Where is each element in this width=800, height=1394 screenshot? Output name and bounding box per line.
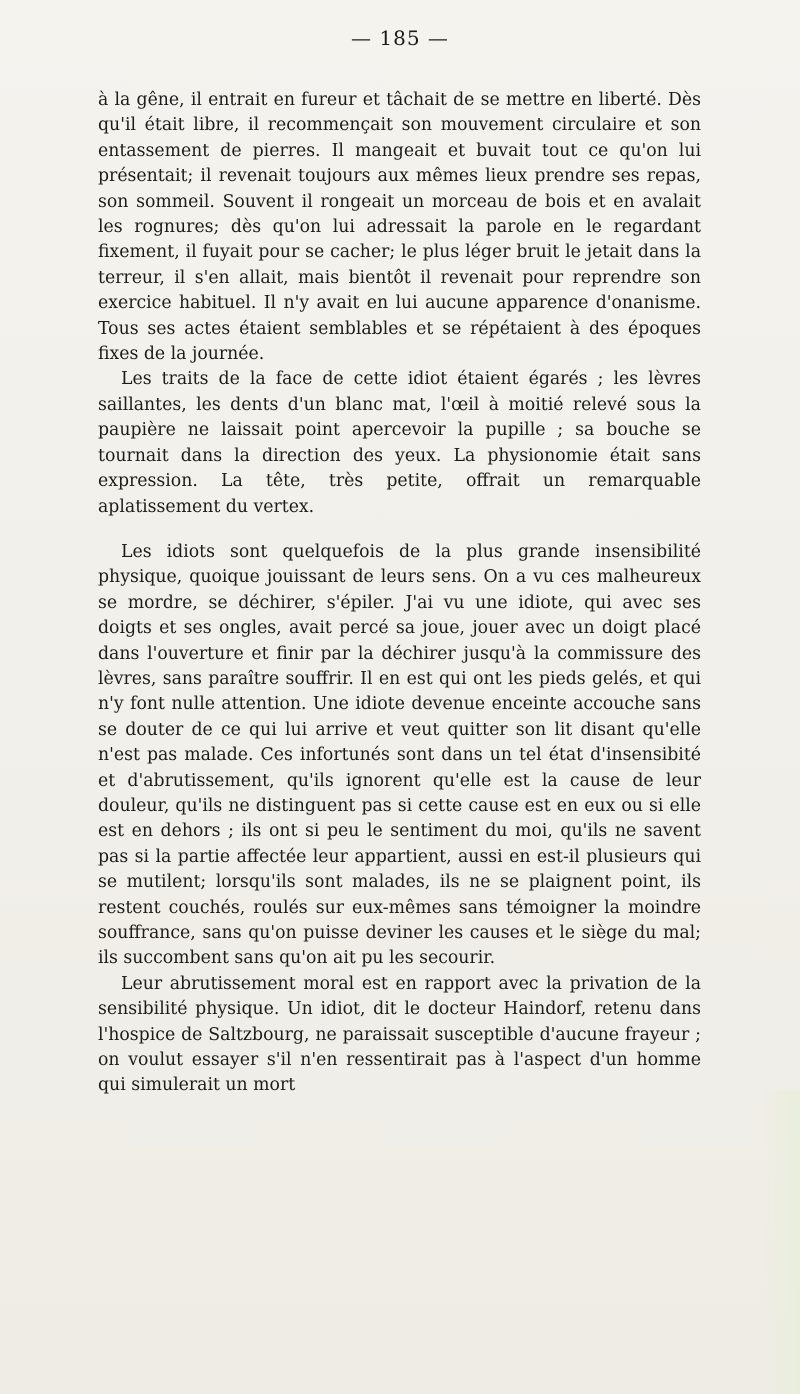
paragraph-1: à la gêne, il entrait en fureur et tâchait de se mettre en liberté. Dès qu'il était libre, il recommençait son mouvement circulaire et son entassement de pierres. Il mangeait et buvait tout ce qu'on lui présentait; il revenait toujours aux mêmes lieux prendre ses repas, son sommeil. Souvent il rongeait un morceau de bois et en avalait les rognures; dès qu'on lui adressait la parole en le regardant fixement, il fuyait pour se cacher; le plus léger bruit le jetait dans la terreur, il s'en allait, mais bientôt il revenait pour reprendre son exercice habituel. Il n'y avait en lui aucune apparence d'onanisme. Tous ses actes étaient semblables et se répétaient à des époques fixes de la journée.	[98, 90, 701, 365]
paragraph-2: Les traits de la face de cette idiot étaient égarés ; les lèvres saillantes, les dents d'un blanc mat, l'œil à moitié relevé sous la paupière ne laissait point apercevoir la pupille ; sa bouche se tournait dans la direction des yeux. La physionomie était sans expression. La tête, très petite, offrait un remarquable aplatissement du vertex.	[98, 369, 701, 517]
body-text	[98, 88, 701, 1099]
paragraph-3: Les idiots sont quelquefois de la plus grande insensibilité physique, quoique jouissant de leurs sens. On a vu ces malheureux se mordre, se déchirer, s'épiler. J'ai vu une idiote, qui avec ses doigts et ses ongles, avait percé sa joue, jouer avec un doigt placé dans l'ouverture et finir par la déchirer jusqu'à la commissure des lèvres, sans paraître souffrir. Il en est qui ont les pieds gelés, et qui n'y font nulle attention. Une idiote devenue enceinte accouche sans se douter de ce qui lui arrive et veut quitter son lit disant qu'elle n'est pas malade. Ces infortunés sont dans un tel état d'insensibité et d'abrutissement, qu'ils ignorent qu'elle est la cause de leur douleur, qu'ils ne distinguent pas si cette cause est en eux ou si elle est en dehors ; ils ont si peu le sentiment du moi, qu'ils ne savent pas si la partie affectée leur appartient, aussi en est-il plusieurs qui se mutilent; lorsqu'ils sont malades, ils ne se plaignent point, ils restent couchés, roulés sur eux-mêmes sans témoigner la moindre souffrance, sans qu'on puisse deviner les causes et le siège du mal; ils succombent sans qu'on ait pu les secourir.	[98, 541, 701, 969]
page-number: — 185 —	[351, 26, 449, 50]
page-edge-stain	[760, 1090, 800, 1394]
paragraph-4: Leur abrutissement moral est en rapport avec la privation de la sensibilité physique. Un idiot, dit le docteur Haindorf, retenu dans l'hospice de Saltzbourg, ne paraissait susceptible d'aucune frayeur ; on voulut essayer s'il n'en ressentirait pas à l'aspect d'un homme qui simulerait un mort	[98, 973, 701, 1096]
